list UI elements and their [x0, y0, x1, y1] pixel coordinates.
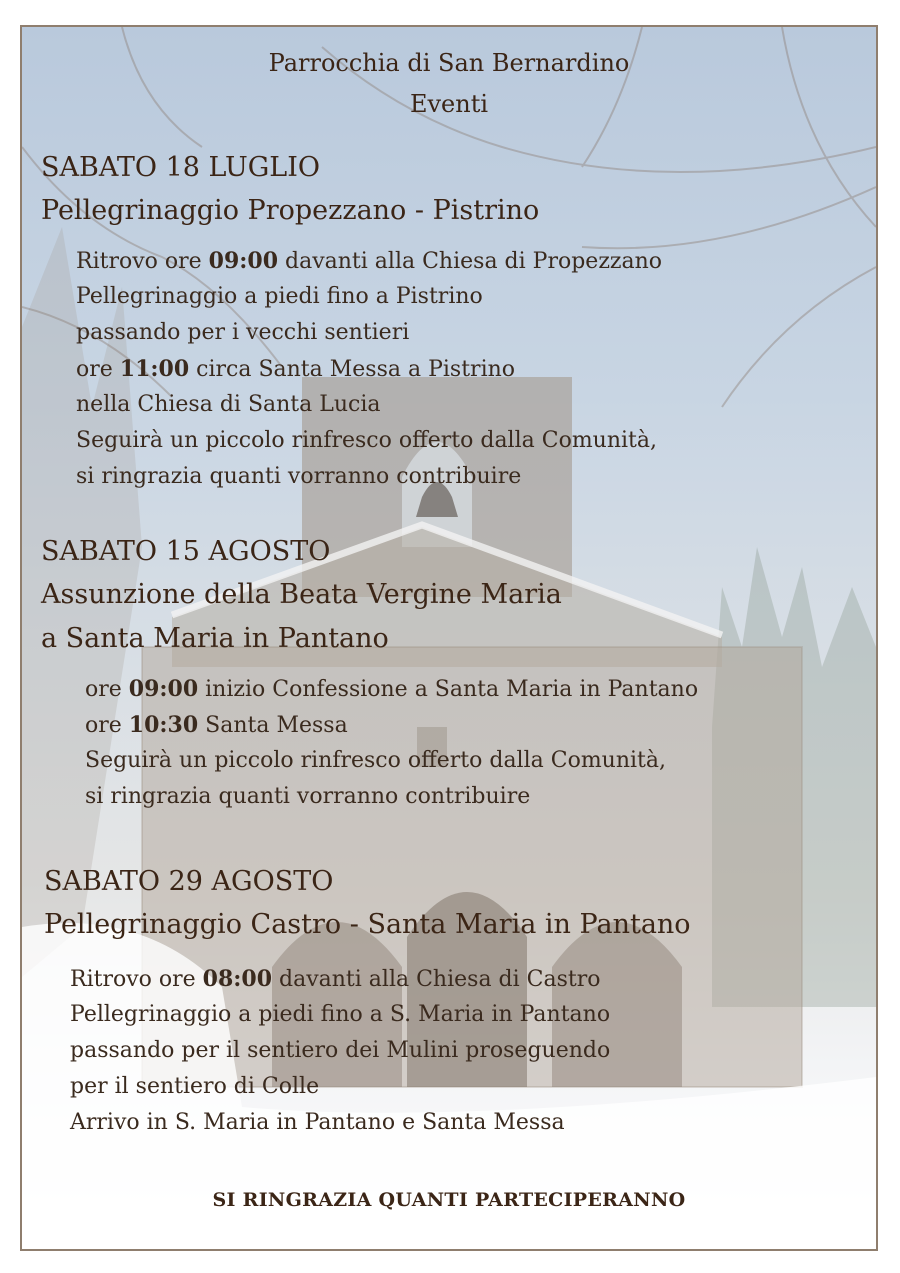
event-2-date: SABATO 15 AGOSTO: [41, 536, 331, 567]
event-3-line: Pellegrinaggio a piedi fino a S. Maria in Pantano: [70, 1002, 611, 1027]
events-subtitle: Eventi: [409, 90, 489, 118]
event-1-line: Ritrovo ore 09:00 davanti alla Chiesa di Propezzano: [76, 248, 663, 274]
event-1-line: passando per i vecchi sentieri: [76, 320, 410, 345]
event-1-title: Pellegrinaggio Propezzano - Pistrino: [41, 195, 540, 226]
event-2-title: a Santa Maria in Pantano: [41, 623, 389, 654]
event-3-line: Ritrovo ore 08:00 davanti alla Chiesa di Castro: [70, 966, 601, 992]
event-2-title: Assunzione della Beata Vergine Maria: [41, 579, 562, 610]
event-3-line: per il sentiero di Colle: [70, 1074, 320, 1099]
event-1-line: Seguirà un piccolo rinfresco offerto dalla Comunità,: [76, 428, 658, 453]
poster-frame: [20, 25, 878, 1251]
event-3-date: SABATO 29 AGOSTO: [44, 866, 334, 897]
event-3-line: passando per il sentiero dei Mulini proseguendo: [70, 1038, 611, 1063]
event-3-line: Arrivo in S. Maria in Pantano e Santa Messa: [70, 1110, 565, 1135]
event-2-line: ore 10:30 Santa Messa: [85, 712, 348, 738]
event-1-line: si ringrazia quanti vorranno contribuire: [76, 464, 522, 489]
event-1-line: ore 11:00 circa Santa Messa a Pistrino: [76, 356, 516, 382]
event-1-line: nella Chiesa di Santa Lucia: [76, 392, 381, 417]
event-2-line: Seguirà un piccolo rinfresco offerto dalla Comunità,: [85, 748, 667, 773]
event-3-title: Pellegrinaggio Castro - Santa Maria in Pantano: [44, 909, 691, 940]
parish-title: Parrocchia di San Bernardino: [268, 49, 630, 77]
event-2-line: si ringrazia quanti vorranno contribuire: [85, 784, 531, 809]
event-1-date: SABATO 18 LUGLIO: [41, 152, 321, 183]
footer-thanks: SI RINGRAZIA QUANTI PARTECIPERANNO: [212, 1189, 686, 1211]
event-2-line: ore 09:00 inizio Confessione a Santa Maria in Pantano: [85, 676, 699, 702]
event-1-line: Pellegrinaggio a piedi fino a Pistrino: [76, 284, 483, 309]
